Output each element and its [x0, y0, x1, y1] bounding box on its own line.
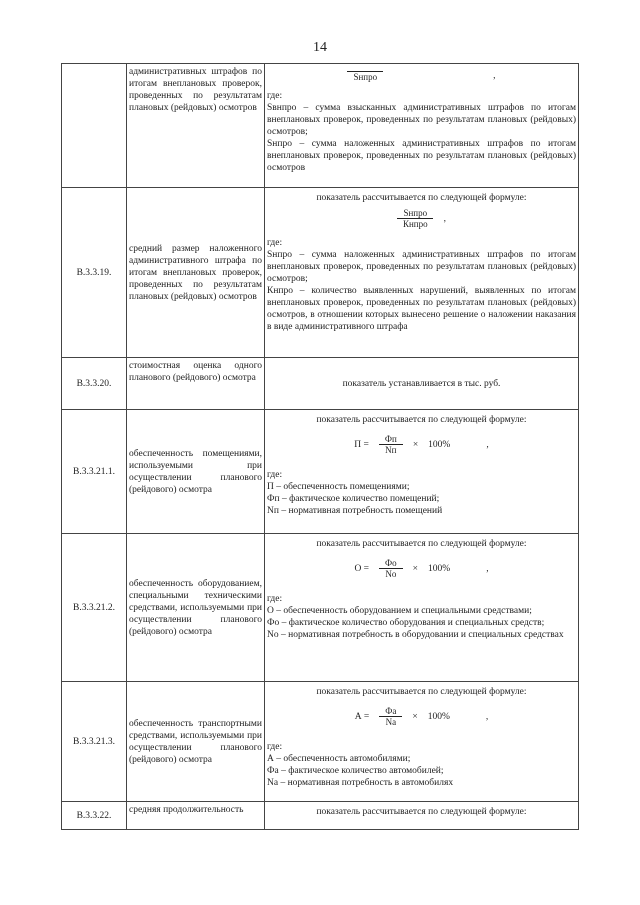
- formula-numerator: Фа: [379, 706, 402, 717]
- row-name: средний размер наложенного административного штрафа по итогам внеплановых проверок, проведенных по результатам плановых (рейдовых) осмотров: [127, 188, 265, 358]
- formula-lhs: О =: [354, 563, 370, 574]
- formula: [267, 434, 576, 455]
- description-line: Кнпро – количество выявленных нарушений, выявленных по итогам внеплановых проверок, проведенных по результатам плановых (рейдовых) осмотров, в отношении которых вынесено решение о наложении наказания в виде административного штрафа: [267, 286, 576, 332]
- description-line: где:: [267, 238, 283, 248]
- table-row: [62, 188, 579, 358]
- formula-percent: 100%: [427, 711, 450, 722]
- row-description: [265, 534, 579, 682]
- row-description: показатель устанавливается в тыс. руб.: [265, 358, 579, 410]
- table-row: [62, 682, 579, 802]
- row-code: В.3.3.21.1.: [62, 410, 127, 534]
- formula-lhs: А =: [354, 711, 370, 722]
- formula-lead: показатель рассчитывается по следующей формуле:: [316, 193, 527, 203]
- formula: [267, 706, 576, 727]
- table-row: [62, 802, 579, 830]
- description-line: Фп – фактическое количество помещений;: [267, 494, 440, 504]
- row-description: [265, 188, 579, 358]
- description-line: Sнпро – сумма наложенных административных штрафов по итогам внеплановых проверок, проведенных по результатам плановых (рейдовых) осмотров;: [267, 250, 576, 284]
- description-line: где:: [267, 470, 283, 480]
- description-line: Sвнпро – сумма взысканных административных штрафов по итогам внеплановых проверок, проведенных по результатам плановых (рейдовых) осмотров;: [267, 103, 576, 137]
- description-line: Фа – фактическое количество автомобилей;: [267, 766, 444, 776]
- row-description: [265, 802, 579, 830]
- formula-lead: показатель рассчитывается по следующей формуле:: [316, 687, 527, 697]
- row-name: обеспеченность оборудованием, специальными техническими средствами, используемыми при осуществлении планового (рейдового) осмотра: [127, 534, 265, 682]
- formula-denominator: Nп: [385, 445, 397, 455]
- page-number: 14: [313, 40, 327, 55]
- row-name: стоимостная оценка одного планового (рейдового) осмотра: [127, 358, 265, 410]
- formula-multiply: ×: [412, 439, 419, 450]
- formula-tail: ,: [485, 711, 489, 722]
- formula: [267, 70, 576, 82]
- formula-multiply: ×: [412, 711, 418, 722]
- indicators-table: [61, 63, 579, 830]
- formula-numerator: Фо: [379, 558, 403, 569]
- formula-tail: ,: [443, 213, 446, 224]
- row-code: В.3.3.22.: [62, 802, 127, 830]
- formula-percent: 100%: [428, 563, 451, 574]
- formula-numerator: Фп: [379, 434, 403, 445]
- description-line: Nо – нормативная потребность в оборудовании и специальных средствах: [267, 630, 564, 640]
- formula-denominator: Nа: [385, 717, 397, 727]
- row-name: средняя продолжительность: [127, 802, 265, 830]
- table-row: [62, 64, 579, 188]
- description-line: где:: [267, 594, 283, 604]
- formula-lead: показатель рассчитывается по следующей формуле:: [316, 539, 527, 549]
- formula-numerator: Sнпро: [397, 208, 433, 219]
- row-description: [265, 410, 579, 534]
- description-line: Фо – фактическое количество оборудования и специальных средств;: [267, 618, 545, 628]
- row-code: В.3.3.21.3.: [62, 682, 127, 802]
- table-row: [62, 410, 579, 534]
- description-line: Nа – нормативная потребность в автомобилях: [267, 778, 454, 788]
- formula-denominator: Nо: [385, 569, 397, 579]
- row-description: [265, 682, 579, 802]
- formula-tail: ,: [493, 71, 496, 81]
- formula-tail: ,: [486, 439, 489, 450]
- row-name: административных штрафов по итогам внеплановых проверок, проведенных по результатам плановых (рейдовых) осмотров: [127, 64, 265, 188]
- row-description: [265, 64, 579, 188]
- description-line: П – обеспеченность помещениями;: [267, 482, 410, 492]
- formula-percent: 100%: [428, 439, 451, 450]
- row-name: обеспеченность транспортными средствами, используемыми при осуществлении планового (рейдового) осмотра: [127, 682, 265, 802]
- row-name: обеспеченность помещениями, используемыми при осуществлении планового (рейдового) осмотра: [127, 410, 265, 534]
- formula-numerator: Sнпро: [347, 71, 383, 82]
- formula-lhs: П =: [354, 439, 369, 450]
- description-line: Nп – нормативная потребность помещений: [267, 506, 443, 516]
- formula-multiply: ×: [412, 563, 419, 574]
- description-line: Sнпро – сумма наложенных административных штрафов по итогам внеплановых проверок, проведенных по результатам плановых (рейдовых) осмотров: [267, 139, 576, 173]
- row-code: В.3.3.21.2.: [62, 534, 127, 682]
- description-line: где:: [267, 742, 283, 752]
- formula-denominator: Кнпро: [402, 219, 428, 229]
- row-code: В.3.3.19.: [62, 188, 127, 358]
- formula-lead: показатель рассчитывается по следующей формуле:: [316, 415, 527, 425]
- formula-lead: показатель рассчитывается по следующей формуле:: [316, 807, 527, 817]
- description-line: где:: [267, 91, 283, 101]
- description-line: А – обеспеченность автомобилями;: [267, 754, 411, 764]
- table-row: [62, 534, 579, 682]
- formula-tail: ,: [486, 563, 489, 574]
- row-code: [62, 64, 127, 188]
- row-code: В.3.3.20.: [62, 358, 127, 410]
- table-row: [62, 358, 579, 410]
- description-line: О – обеспеченность оборудованием и специальными средствами;: [267, 606, 532, 616]
- formula: [267, 558, 576, 579]
- formula: [267, 208, 576, 229]
